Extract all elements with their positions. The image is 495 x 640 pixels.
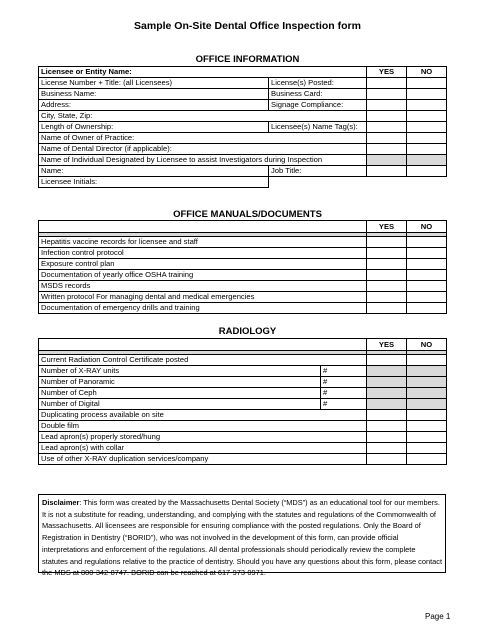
- disclaimer-text: : This form was created by the Massachusetts Dental Society (“MDS”) as an educational tool for our members. It is not a substitute for reading, understanding, and complying with the statutes and regulations of the Commonwealth of Massachusetts. All licensees are responsible for ensuring compliance with the posted regulations. Only the Board of Registration in Dentistry (“BORID”), who was not involved in the development of this form, can provide official interpretations and enforcement of the regulations. All dental professionals should periodically review the complete statutes and regulations relative to the practice of dentistry. Should you have any questions about this form, please contact the MDS at 800-342-8747. BORID can be reached at 617-973-0971.: [42, 498, 443, 578]
- no-checkbox[interactable]: [407, 421, 447, 432]
- radiation-certificate-item: Current Radiation Control Certificate posted: [39, 355, 367, 366]
- table-row: [39, 399, 447, 410]
- no-column-header: NO: [407, 221, 447, 233]
- manuals-item-label: Infection control protocol: [39, 248, 367, 259]
- yes-checkbox[interactable]: [367, 410, 407, 421]
- yes-checkbox[interactable]: [367, 292, 407, 303]
- no-checkbox[interactable]: [407, 100, 447, 111]
- count-entry-field[interactable]: #: [321, 388, 367, 399]
- shaded-cell: [367, 388, 407, 399]
- owner-field[interactable]: Name of Owner of Practice:: [39, 133, 367, 144]
- business-card-label: Business Card:: [269, 89, 367, 100]
- shaded-cell: [407, 377, 447, 388]
- table-row: [39, 292, 447, 303]
- shaded-cell: [367, 155, 407, 166]
- table-row: [39, 237, 447, 248]
- radiology-heading: RADIOLOGY: [218, 326, 277, 337]
- yes-checkbox[interactable]: [367, 259, 407, 270]
- yes-checkbox[interactable]: [367, 78, 407, 89]
- no-checkbox[interactable]: [407, 292, 447, 303]
- length-of-ownership-field[interactable]: Length of Ownership:: [39, 122, 269, 133]
- office-manuals-table: [38, 220, 447, 314]
- yes-checkbox[interactable]: [367, 303, 407, 314]
- table-row: [39, 443, 447, 454]
- table-row: [39, 388, 447, 399]
- no-checkbox[interactable]: [407, 443, 447, 454]
- shaded-cell: [407, 399, 447, 410]
- office-information-heading: OFFICE INFORMATION: [195, 54, 300, 65]
- no-checkbox[interactable]: [407, 122, 447, 133]
- signage-compliance-label: Signage Compliance:: [269, 100, 367, 111]
- shaded-cell: [407, 366, 447, 377]
- page-number: Page 1: [425, 612, 451, 621]
- no-checkbox[interactable]: [407, 78, 447, 89]
- yes-checkbox[interactable]: [367, 122, 407, 133]
- disclaimer-box: [38, 494, 446, 578]
- table-row: [39, 421, 447, 432]
- table-row: [39, 454, 447, 465]
- table-row: [39, 281, 447, 292]
- name-tags-label: Licensee(s) Name Tag(s):: [269, 122, 367, 133]
- radiology-item-label: Use of other X-RAY duplication services/company: [39, 454, 367, 465]
- manuals-header-blank: [39, 221, 367, 233]
- yes-checkbox[interactable]: [367, 89, 407, 100]
- radiology-item-label: Lead apron(s) properly stored/hung: [39, 432, 367, 443]
- yes-checkbox[interactable]: [367, 111, 407, 122]
- radiology-count-label: Number of Digital: [39, 399, 321, 410]
- yes-checkbox[interactable]: [367, 270, 407, 281]
- designee-name-field[interactable]: Name:: [39, 166, 269, 177]
- radiology-item-label: Lead apron(s) with collar: [39, 443, 367, 454]
- disclaimer-label: Disclaimer: [42, 498, 80, 507]
- yes-checkbox[interactable]: [367, 144, 407, 155]
- count-entry-field[interactable]: #: [321, 399, 367, 410]
- no-checkbox[interactable]: [407, 281, 447, 292]
- radiology-count-label: Number of Panoramic: [39, 377, 321, 388]
- designee-job-title-field[interactable]: Job Title:: [269, 166, 367, 177]
- manuals-item-label: Documentation of emergency drills and training: [39, 303, 367, 314]
- radiology-item-label: Double film: [39, 421, 367, 432]
- no-column-header: NO: [407, 67, 447, 78]
- yes-checkbox[interactable]: [367, 454, 407, 465]
- no-checkbox[interactable]: [407, 454, 447, 465]
- yes-checkbox[interactable]: [367, 432, 407, 443]
- yes-checkbox[interactable]: [367, 237, 407, 248]
- yes-checkbox[interactable]: [367, 281, 407, 292]
- no-checkbox[interactable]: [407, 410, 447, 421]
- business-name-field[interactable]: Business Name:: [39, 89, 269, 100]
- table-row: [39, 303, 447, 314]
- no-checkbox[interactable]: [407, 237, 447, 248]
- office-manuals-heading: OFFICE MANUALS/DOCUMENTS: [173, 209, 322, 220]
- radiology-header-blank: [39, 339, 367, 351]
- no-checkbox[interactable]: [407, 111, 447, 122]
- table-row: [39, 259, 447, 270]
- shaded-cell: [367, 377, 407, 388]
- no-checkbox[interactable]: [407, 303, 447, 314]
- city-state-zip-field[interactable]: City, State, Zip:: [39, 111, 367, 122]
- count-entry-field[interactable]: #: [321, 366, 367, 377]
- yes-checkbox[interactable]: [367, 100, 407, 111]
- shaded-cell: [407, 388, 447, 399]
- address-field[interactable]: Address:: [39, 100, 269, 111]
- no-column-header: NO: [407, 339, 447, 351]
- radiology-count-label: Number of Ceph: [39, 388, 321, 399]
- no-checkbox[interactable]: [407, 133, 447, 144]
- yes-column-header: YES: [367, 221, 407, 233]
- yes-column-header: YES: [367, 339, 407, 351]
- no-checkbox[interactable]: [407, 166, 447, 177]
- radiology-table: [38, 338, 447, 465]
- table-row: [39, 410, 447, 421]
- shaded-cell: [367, 366, 407, 377]
- table-row: [39, 366, 447, 377]
- no-checkbox[interactable]: [407, 432, 447, 443]
- table-row: [39, 377, 447, 388]
- designated-individual-label: Name of Individual Designated by Licensee to assist Investigators during Inspection: [39, 155, 367, 166]
- radiology-count-label: Number of X-RAY units: [39, 366, 321, 377]
- licenses-posted-label: License(s) Posted:: [269, 78, 367, 89]
- radiology-item-label: Duplicating process available on site: [39, 410, 367, 421]
- yes-column-header: YES: [367, 67, 407, 78]
- licensee-initials-field[interactable]: Licensee Initials:: [39, 177, 269, 188]
- yes-checkbox[interactable]: [367, 133, 407, 144]
- no-checkbox[interactable]: [407, 270, 447, 281]
- shaded-cell: [367, 399, 407, 410]
- table-row: [39, 432, 447, 443]
- no-checkbox[interactable]: [407, 89, 447, 100]
- manuals-item-label: Written protocol For managing dental and medical emergencies: [39, 292, 367, 303]
- yes-checkbox[interactable]: [367, 248, 407, 259]
- no-checkbox[interactable]: [407, 144, 447, 155]
- table-row: [39, 270, 447, 281]
- no-checkbox[interactable]: [407, 259, 447, 270]
- no-checkbox[interactable]: [407, 248, 447, 259]
- yes-checkbox[interactable]: [367, 355, 407, 366]
- shaded-cell: [407, 155, 447, 166]
- count-entry-field[interactable]: #: [321, 377, 367, 388]
- yes-checkbox[interactable]: [367, 421, 407, 432]
- manuals-item-label: Exposure control plan: [39, 259, 367, 270]
- yes-checkbox[interactable]: [367, 443, 407, 454]
- no-checkbox[interactable]: [407, 355, 447, 366]
- manuals-item-label: Hepatitis vaccine records for licensee and staff: [39, 237, 367, 248]
- form-title: Sample On-Site Dental Office Inspection form: [134, 20, 361, 32]
- licensee-name-field[interactable]: Licensee or Entity Name:: [39, 67, 367, 78]
- manuals-item-label: Documentation of yearly office OSHA training: [39, 270, 367, 281]
- table-row: [39, 248, 447, 259]
- yes-checkbox[interactable]: [367, 166, 407, 177]
- license-number-field[interactable]: License Number + Title: (all Licensees): [39, 78, 269, 89]
- manuals-item-label: MSDS records: [39, 281, 367, 292]
- blank-cell: [269, 177, 447, 188]
- office-information-table: [38, 66, 447, 188]
- dental-director-field[interactable]: Name of Dental Director (if applicable):: [39, 144, 367, 155]
